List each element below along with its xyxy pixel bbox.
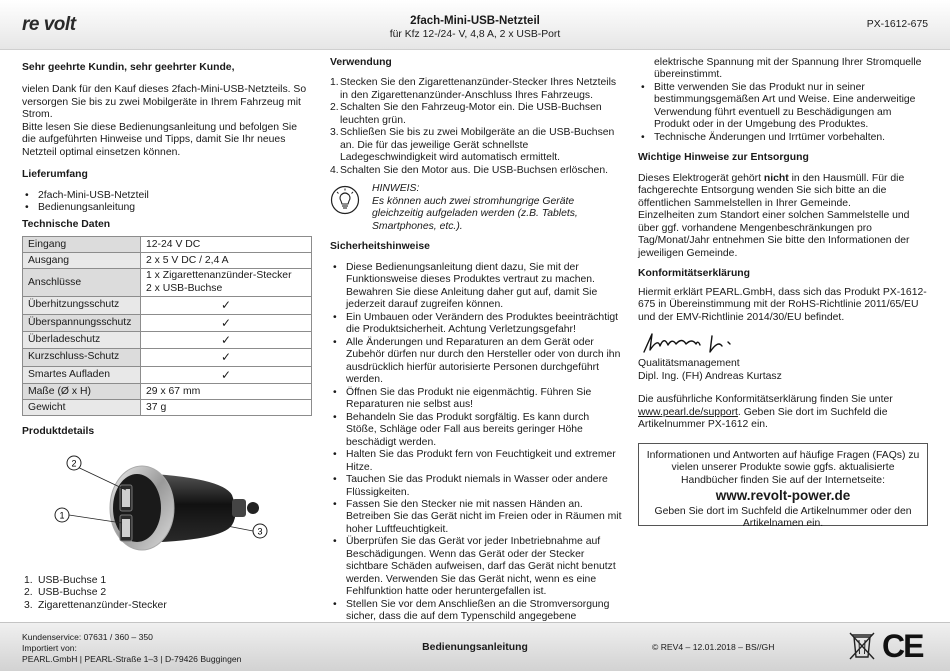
safety-heading: Sicherheitshinweise — [330, 241, 430, 253]
conformity-text: Hiermit erklärt PEARL.GmbH, dass sich das Produkt PX-1612-675 in Übereinstimmung mit der RoHS-Richtlinie 2011/65/EU und der EMV-Richtlinie 2014/30/EU befindet. — [638, 286, 927, 323]
weee-bin-icon — [848, 631, 876, 661]
spec-value: 37 g — [141, 400, 312, 416]
spec-key: Kurzschluss-Schutz — [23, 349, 141, 366]
table-row — [23, 349, 312, 366]
svg-text:3: 3 — [257, 526, 263, 537]
brand-logo: re volt — [22, 14, 76, 35]
spec-value: 29 x 67 mm — [141, 384, 312, 400]
spec-key: Smartes Aufladen — [23, 366, 141, 383]
table-row — [23, 253, 312, 269]
sign-name: Dipl. Ing. (FH) Andreas Kurtasz — [638, 370, 782, 382]
disposal-text-2: Einzelheiten zum Standort einer solchen Sammelstelle und über ggf. vorhandene Mengenbeschränkungen pro Tag/Monat/Jahr entnehmen Sie bitte den Informationen der jeweiligen Gemeinde. — [638, 210, 910, 259]
list-item: 4. Schalten Sie den Motor aus. Die USB-Buchsen erlöschen. — [330, 164, 608, 176]
spec-key: Gewicht — [23, 400, 141, 416]
safety-continued: elektrische Spannung mit der Spannung Ihrer Stromquelle übereinstimmt. — [654, 57, 922, 81]
spec-value: 2 x 5 V DC / 2,4 A — [141, 253, 312, 269]
full-declaration: Die ausführliche Konformitätserklärung finden Sie unter www.pearl.de/support. Geben Sie dort im Suchfeld die Artikelnummer PX-1612 ein. — [638, 394, 893, 431]
intro-text: vielen Dank für den Kauf dieses 2fach-Mini-USB-Netzteils. So versorgen Sie bis zu zwei Mobilgeräte in Ihrem Fahrzeug mit Strom. — [22, 84, 307, 121]
column-middle — [330, 57, 622, 624]
specs-heading: Technische Daten — [22, 218, 111, 230]
details-heading: Produktdetails — [22, 426, 95, 438]
table-row — [23, 237, 312, 253]
page-header — [0, 0, 950, 50]
list-item: • Bedienungsanleitung — [22, 202, 312, 214]
intro-text-2: Bitte lesen Sie diese Bedienungsanleitung und befolgen Sie die aufgeführten Hinweise und Tipps, damit Sie Ihr neues Netzteil optimal einsetzen können. — [22, 121, 297, 158]
footer-title: Bedienungsanleitung — [422, 642, 528, 653]
footer-revision: © REV4 – 12.01.2018 – BS//GH — [652, 642, 775, 652]
disposal-heading: Wichtige Hinweise zur Entsorgung — [638, 152, 809, 164]
spec-key: Ausgang — [23, 253, 141, 269]
list-item: 3. Zigarettenanzünder-Stecker — [24, 599, 167, 611]
plug-tip — [232, 499, 246, 517]
list-item: • Ein Umbauen oder Verändern des Produktes beeinträchtigt die Produktsicherheit. Achtung Verletzungsgefahr! — [330, 312, 622, 337]
spec-key: Überspannungsschutz — [23, 314, 141, 331]
list-item: • Stellen Sie vor dem Anschließen an die Stromversorgung sicher, dass die auf dem Typenschild angegebene — [330, 599, 622, 624]
scope-list — [22, 190, 312, 215]
spec-key: Eingang — [23, 237, 141, 253]
table-row — [23, 314, 312, 331]
usage-steps — [330, 77, 622, 177]
table-row — [23, 269, 312, 297]
support-link[interactable]: www.pearl.de/support — [638, 406, 738, 418]
page-footer — [0, 622, 950, 671]
spec-value: 12-24 V DC — [141, 237, 312, 253]
spec-key: Maße (Ø x H) — [23, 384, 141, 400]
faq-box — [638, 443, 928, 530]
signature — [638, 328, 768, 358]
list-item: 2. Schalten Sie den Fahrzeug-Motor ein. Die USB-Buchsen leuchten grün. — [330, 102, 602, 126]
spec-key: Überladeschutz — [23, 332, 141, 349]
list-item: • Diese Bedienungsanleitung dient dazu, Sie mit der Funktionsweise dieses Produktes vertraut zu machen. Bewahren Sie diese Anleitung daher gut auf, damit Sie jederzeit darauf zugreifen können. — [330, 262, 622, 312]
plug-contact — [247, 502, 259, 514]
sign-role: Qualitätsmanagement — [638, 358, 740, 370]
product-illustration — [22, 445, 312, 575]
faq-hint: Geben Sie dort im Suchfeld die Artikelnummer oder den Artikelnamen ein. — [654, 505, 912, 530]
check-icon: ✓ — [141, 314, 312, 331]
conformity-heading: Konformitätserklärung — [638, 268, 751, 280]
lightbulb-icon — [330, 185, 360, 215]
footer-contact: Kundenservice: 07631 / 360 – 350 Importiert von: PEARL.GmbH | PEARL-Straße 1–3 | D-79426 Buggingen — [22, 632, 242, 665]
column-left — [22, 62, 312, 612]
greeting: Sehr geehrte Kundin, sehr geehrter Kunde, — [22, 62, 235, 73]
ce-mark: CE — [882, 628, 923, 664]
page-title: 2fach-Mini-USB-Netzteil — [410, 15, 540, 27]
list-item: • Fassen Sie den Stecker nie mit nassen Händen an. Betreiben Sie das Gerät nicht im Freien oder in Räumen mit hoher Luftfeuchtigkeit. — [330, 499, 622, 536]
column-right — [638, 57, 928, 432]
list-item: • Alle Änderungen und Reparaturen an dem Gerät oder Zubehör dürfen nur durch den Hersteller oder von durch ihn ausdrücklich hierfür autorisierte Personen durchgeführt werden. — [330, 337, 622, 387]
list-item: • Halten Sie das Produkt fern von Feuchtigkeit und extremer Hitze. — [330, 449, 622, 474]
check-icon: ✓ — [141, 349, 312, 366]
usage-heading: Verwendung — [330, 57, 392, 68]
table-row — [23, 332, 312, 349]
list-item: • Bitte verwenden Sie das Produkt nur in seiner bestimmungsgemäßen Art und Weise. Eine anderweitige Verwendung führt eventuell zu Beschädigungen am Produkt oder in der Umgebung des Produktes. — [638, 82, 928, 132]
safety-list-continued — [638, 82, 928, 144]
check-icon: ✓ — [141, 332, 312, 349]
disposal-text: Dieses Elektrogerät gehört nicht in den Hausmüll. Für die fachgerechte Entsorgung wenden Sie sich bitte an die öffentlichen Sammelstellen in Ihrer Gemeinde. — [638, 172, 905, 209]
spec-value: 1 x Zigarettenanzünder-Stecker 2 x USB-Buchse — [141, 269, 312, 297]
parts-list — [22, 575, 312, 612]
spec-key: Anschlüsse — [23, 269, 141, 297]
hint-text: Es können auch zwei stromhungrige Geräte gleichzeitig aufgeladen werden (z.B. Tablets, Smartphones, etc.). — [372, 195, 578, 232]
list-item: • Tauchen Sie das Produkt niemals in Wasser oder andere Flüssigkeiten. — [330, 474, 622, 499]
list-item: • Öffnen Sie das Produkt nie eigenmächtig. Führen Sie Reparaturen nie selbst aus! — [330, 387, 622, 412]
spec-key: Überhitzungsschutz — [23, 297, 141, 314]
list-item: • 2fach-Mini-USB-Netzteil — [22, 190, 312, 202]
specs-table — [22, 236, 312, 416]
safety-list — [330, 262, 622, 624]
faq-text: Informationen und Antworten auf häufige Fragen (FAQs) zu vielen unserer Produkte sowie ggfs. aktualisierte Handbücher finden Sie auf der Internetseite: — [646, 450, 920, 486]
list-item: 2. USB-Buchse 2 — [24, 587, 107, 599]
table-row — [23, 366, 312, 383]
hint-title: HINWEIS: — [372, 183, 420, 195]
hint-box — [330, 183, 622, 233]
table-row — [23, 384, 312, 400]
scope-heading: Lieferumfang — [22, 169, 88, 181]
list-item: 3. Schließen Sie bis zu zwei Mobilgeräte an die USB-Buchsen an. Die für das jeweilige Gerät schnellste Ladegeschwindigkeit wird automatisch ermittelt. — [330, 127, 615, 164]
list-item: • Überprüfen Sie das Gerät vor jeder Inbetriebnahme auf Beschädigungen. Wenn das Gerät oder der Stecker sichtbare Schäden aufweisen, darf das Gerät nicht benutzt werden. Verwenden Sie das Gerät nicht, wenn es eine Fehlfunktion hatte oder heruntergefallen ist. — [330, 536, 622, 598]
check-icon: ✓ — [141, 366, 312, 383]
table-row — [23, 400, 312, 416]
svg-text:1: 1 — [59, 510, 65, 521]
svg-text:2: 2 — [71, 458, 77, 469]
list-item: • Technische Änderungen und Irrtümer vorbehalten. — [638, 132, 928, 144]
check-icon: ✓ — [141, 297, 312, 314]
list-item: 1. USB-Buchse 1 — [24, 574, 107, 586]
product-code: PX-1612-675 — [866, 19, 928, 30]
faq-url[interactable]: www.revolt-power.de — [715, 488, 851, 504]
table-row — [23, 297, 312, 314]
list-item: 1. Stecken Sie den Zigarettenanzünder-Stecker Ihres Netzteils in den Zigarettenanzünder-Anschluss Ihres Fahrzeugs. — [330, 77, 617, 101]
page-subtitle: für Kfz 12-/24- V, 4,8 A, 2 x USB-Port — [389, 29, 561, 40]
list-item: • Behandeln Sie das Produkt sorgfältig. Es kann durch Stöße, Schläge oder Fall aus bereits geringer Höhe beschädigt werden. — [330, 412, 622, 449]
